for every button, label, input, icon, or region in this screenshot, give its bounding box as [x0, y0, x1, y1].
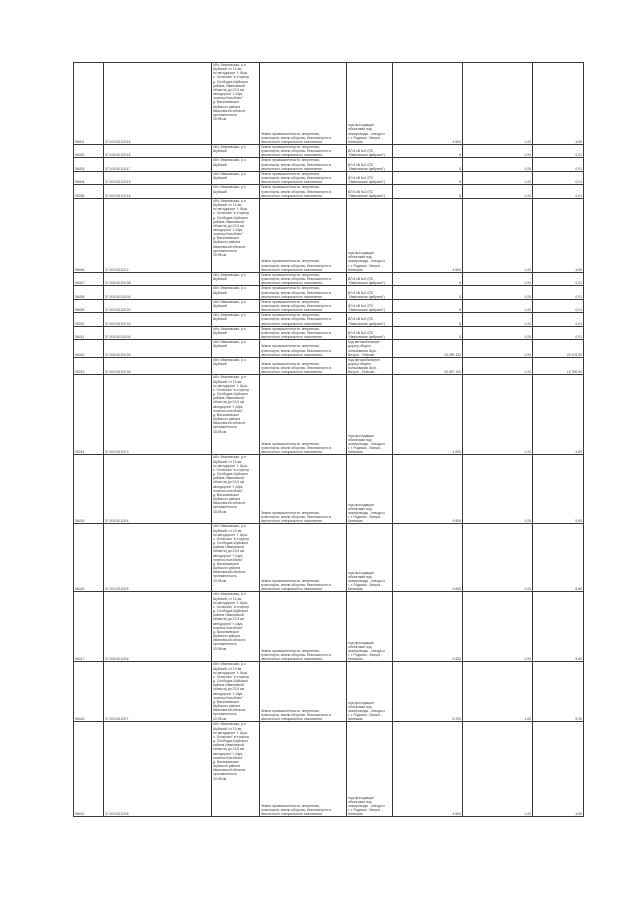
row-number-cell: 96408 [74, 286, 104, 299]
value-cell: 5,60 [533, 592, 584, 662]
area-cell: 5 [393, 185, 463, 198]
coefficient-cell: 1,00 [463, 185, 533, 198]
land-category-cell: Земли промышленности, энергетики, транспорта, земли обороны, безопасности и земли иного специального назначения [260, 299, 347, 312]
land-category-cell: Земли промышленности, энергетики, транспорта, земли обороны, безопасности и земли иного специального назначения [260, 524, 347, 592]
coefficient-cell: 1,00 [463, 158, 533, 171]
address-cell: обл. Ивановская, р-н Шуйский [212, 272, 260, 285]
area-cell: 15 497 100 [393, 357, 463, 375]
land-category-cell: Земли промышленности, энергетики, транспорта, земли обороны, безопасности и земли иного специального назначения [260, 375, 347, 455]
area-cell: 4 600 [393, 198, 463, 272]
table-row [74, 375, 584, 455]
value-cell: 4,60 [533, 198, 584, 272]
coefficient-cell: 1,00 [463, 286, 533, 299]
area-cell: 5 [393, 299, 463, 312]
land-category-cell: Земли промышленности, энергетики, транспорта, земли обороны, безопасности и земли иного специального назначения [260, 171, 347, 184]
value-cell: 6,60 [533, 524, 584, 592]
permitted-use-cell: ВЛ 6 кВ №2 (ПС "Ивановские фабрики") [347, 286, 393, 299]
value-cell: 4,60 [533, 722, 584, 817]
coefficient-cell: 1,00 [463, 272, 533, 285]
land-category-cell: Земли промышленности, энергетики, транспорта, земли обороны, безопасности и земли иного специального назначения [260, 158, 347, 171]
table-row [74, 313, 584, 326]
coefficient-cell: 1,00 [463, 722, 533, 817]
address-cell: обл. Ивановская, р-н Шуйский [212, 326, 260, 339]
permitted-use-cell: ВЛ 6 кВ №2 (ПС "Ивановские фабрики") [347, 145, 393, 158]
land-category-cell: Земли промышленности, энергетики, транспорта, земли обороны, безопасности и земли иного специального назначения [260, 326, 347, 339]
land-category-cell: Земли промышленности, энергетики, транспорта, земли обороны, безопасности и земли иного специального назначения [260, 340, 347, 358]
address-cell: обл. Ивановская, р-н Шуйский, от 10 км по автодороге "г. Шуя- с. Остапово" в сторону д. Слободка Шуйского района Ивановской области) до 23,5 км автодороги "г. Шуя- поселок Колобово" д. Васильевское Шуйского района Ивановской области, протяженность 33,98 км [212, 662, 260, 722]
row-number-cell: 96409 [74, 299, 104, 312]
row-number-cell: 96410 [74, 313, 104, 326]
cadastral-number-cell: 37:20:010120:4 [104, 455, 212, 524]
coefficient-cell: 1,00 [463, 198, 533, 272]
address-cell: обл. Ивановская, р-н Шуйский, от 10 км по автодороге "г. Шуя- с. Остапово" в сторону д. Слободка Шуйского района Ивановской области) до 23,5 км автодороги "г. Шуя- поселок Колобово" д. Васильевское Шуйского района Ивановской области, протяженность 33,98 км [212, 592, 260, 662]
land-register-table [73, 62, 584, 817]
table-row [74, 63, 584, 145]
cadastral-number-cell: 37:20:010120:8 [104, 722, 212, 817]
table-row [74, 592, 584, 662]
area-cell: 5 600 [393, 592, 463, 662]
address-cell: обл. Ивановская, р-н Шуйский [212, 171, 260, 184]
table-row [74, 722, 584, 817]
permitted-use-cell: ВЛ 6 кВ №2 (ПС "Ивановские фабрики") [347, 313, 393, 326]
value-cell: 15 780,00 [533, 357, 584, 375]
land-category-cell: Земли промышленности, энергетики, транспорта, земли обороны, безопасности и земли иного специального назначения [260, 722, 347, 817]
land-category-cell: Земли промышленности, энергетики, транспорта, земли обороны, безопасности и земли иного специального назначения [260, 662, 347, 722]
address-cell: обл. Ивановская, р-н Шуйский, от 10 км по автодороге "г. Шуя- с. Остапово" в сторону д. Слободка Шуйского района Ивановской области) до 23,5 км автодороги "г. Шуя- поселок Колобово" д. Васильевское Шуйского района Ивановской области, протяженность 33,98 км [212, 198, 260, 272]
coefficient-cell: 1,00 [463, 455, 533, 524]
permitted-use-cell: ВЛ 6 кВ №2 (ПС "Ивановские фабрики") [347, 158, 393, 171]
cadastral-number-cell: 37:10:010120:16 [104, 63, 212, 145]
cadastral-number-cell: 37:20:010120:5 [104, 524, 212, 592]
land-category-cell: Земли промышленности, энергетики, транспорта, земли обороны, безопасности и земли иного специального назначения [260, 145, 347, 158]
cadastral-number-cell: 37:20:010120:35 [104, 340, 212, 358]
land-category-cell: Земли промышленности, энергетики, транспорта, земли обороны, безопасности и земли иного специального назначения [260, 357, 347, 375]
value-cell: 0,01 [533, 171, 584, 184]
cadastral-number-cell: 37:20:010120:2 [104, 198, 212, 272]
permitted-use-cell: под проходящие объектами под газопроводы - отводы к г. г. Родники - Вичуга - Кинешма [347, 63, 393, 145]
row-number-cell: 96411 [74, 326, 104, 339]
address-cell: обл. Ивановская, р-н Шуйский [212, 340, 260, 358]
value-cell: 0,01 [533, 299, 584, 312]
row-number-cell: 96417 [74, 592, 104, 662]
value-cell: 0,01 [533, 286, 584, 299]
area-cell: 5 200 [393, 662, 463, 722]
cadastral-number-cell: 37:20:010120:33 [104, 313, 212, 326]
coefficient-cell: 1,00 [463, 592, 533, 662]
cadastral-number-cell: 37:20:010120:32 [104, 299, 212, 312]
cadastral-number-cell: 37:10:010120:18 [104, 145, 212, 158]
permitted-use-cell: ВЛ 6 кВ №2 (ПС "Ивановские фабрики") [347, 171, 393, 184]
area-cell: 5 [393, 313, 463, 326]
table-row [74, 340, 584, 358]
row-number-cell: 96415 [74, 455, 104, 524]
coefficient-cell: 1,00 [463, 340, 533, 358]
land-category-cell: Земли промышленности, энергетики, транспорта, земли обороны, безопасности и земли иного специального назначения [260, 286, 347, 299]
row-number-cell: 96406 [74, 198, 104, 272]
permitted-use-cell: под проходящие объектами под газопроводы - отводы к г. г. Родники - Вичуга - Кинешма [347, 455, 393, 524]
table-row [74, 524, 584, 592]
area-cell: 15 499 100 [393, 340, 463, 358]
cadastral-number-cell: 37:20:010120:15 [104, 171, 212, 184]
value-cell: 0,01 [533, 272, 584, 285]
permitted-use-cell: ВЛ 6 кВ №2 (ПС "Ивановские фабрики") [347, 326, 393, 339]
coefficient-cell: 1,00 [463, 63, 533, 145]
row-number-cell: 96418 [74, 662, 104, 722]
table-row [74, 357, 584, 375]
value-cell: 4,60 [533, 63, 584, 145]
table-row [74, 299, 584, 312]
permitted-use-cell: ВЛ 6 кВ №2 (ПС "Ивановские фабрики") [347, 185, 393, 198]
address-cell: обл. Ивановская, р-н Шуйский [212, 145, 260, 158]
table-row [74, 326, 584, 339]
table-row [74, 286, 584, 299]
row-number-cell: 96416 [74, 524, 104, 592]
row-number-cell: 96413 [74, 357, 104, 375]
land-category-cell: Земли промышленности, энергетики, транспорта, земли обороны, безопасности и земли иного специального назначения [260, 455, 347, 524]
coefficient-cell: 1,00 [463, 357, 533, 375]
value-cell: 0,01 [533, 185, 584, 198]
coefficient-cell: 1,00 [463, 524, 533, 592]
area-cell: 5 [393, 171, 463, 184]
cadastral-number-cell: 37:20:010120:7 [104, 662, 212, 722]
permitted-use-cell: под автомобильную дорогу общего пользования Шуя - Вичуга - Тейково [347, 340, 393, 358]
area-cell: 5 [393, 286, 463, 299]
value-cell: 4,60 [533, 375, 584, 455]
permitted-use-cell: под проходящие объектами под газопроводы - отводы к г. г. Родники - Вичуга - Кинешма [347, 198, 393, 272]
permitted-use-cell: под автомобильную дорогу общего пользования Шуя - Вичуга - Тейково [347, 357, 393, 375]
address-cell: обл. Ивановская, р-н Шуйский, от 10 км по автодороге "г. Шуя- с. Остапово" в сторону д. Слободка Шуйского района Ивановской области) до 23,5 км автодороги "г. Шуя- поселок Колобово" д. Васильевское Шуйского района Ивановской области, протяженность 33,98 км [212, 455, 260, 524]
table-row [74, 185, 584, 198]
land-category-cell: Земли промышленности, энергетики, транспорта, земли обороны, безопасности и земли иного специального назначения [260, 185, 347, 198]
value-cell: 0,01 [533, 145, 584, 158]
land-category-cell: Земли промышленности, энергетики, транспорта, земли обороны, безопасности и земли иного специального назначения [260, 313, 347, 326]
permitted-use-cell: под проходящие объектами под газопроводы - отводы к г. г. Родники - Вичуга - Кинешма [347, 375, 393, 455]
table-body [74, 63, 584, 817]
cadastral-number-cell: 37:20:010120:6 [104, 592, 212, 662]
address-cell: обл. Ивановская, р-н Шуйский, от 10 км по автодороге "г. Шуя- с. Остапово" в сторону д. Слободка Шуйского района Ивановской области) до 23,5 км автодороги "г. Шуя- поселок Колобово" д. Васильевское Шуйского района Ивановской области, протяженность 33,98 км [212, 722, 260, 817]
value-cell: 5,60 [533, 455, 584, 524]
table-row [74, 272, 584, 285]
area-cell: 5 [393, 272, 463, 285]
address-cell: обл. Ивановская, р-н Шуйский [212, 299, 260, 312]
address-cell: обл. Ивановская, р-н Шуйский, от 10 км по автодороге "г. Шуя- с. Остапово" в сторону д. Слободка Шуйского района Ивановской области) до 23,5 км автодороги "г. Шуя- поселок Колобово" д. Васильевское Шуйского района Ивановской области, протяженность 33,98 км [212, 524, 260, 592]
row-number-cell: 96412 [74, 340, 104, 358]
cadastral-number-cell: 37:20:010120:34 [104, 326, 212, 339]
table-row [74, 455, 584, 524]
area-cell: 4 600 [393, 722, 463, 817]
row-number-cell: 96414 [74, 375, 104, 455]
value-cell: 0,01 [533, 326, 584, 339]
cadastral-number-cell: 37:10:010120:17 [104, 158, 212, 171]
table-row [74, 158, 584, 171]
address-cell: обл. Ивановская, р-н Шуйский [212, 158, 260, 171]
address-cell: обл. Ивановская, р-н Шуйский, от 10 км по автодороге "г. Шуя- с. Остапово" в сторону д. Слободка Шуйского района, Ивановской области) до 23,5 км автодороги "г. Шуя- поселок Колобово" д. Васильевское Шуйского района Ивановской области, протяженность 33,98 км [212, 63, 260, 145]
area-cell: 5 [393, 326, 463, 339]
area-cell: 4 600 [393, 375, 463, 455]
cadastral-number-cell: 37:20:010120:36 [104, 357, 212, 375]
land-category-cell: Земли промышленности, энергетики, транспорта, земли обороны, безопасности и земли иного специального назначения [260, 198, 347, 272]
cadastral-number-cell: 37:20:010120:38 [104, 272, 212, 285]
address-cell: обл. Ивановская, р-н Шуйский [212, 357, 260, 375]
permitted-use-cell: под проходящие объектами под газопроводы - отводы к г. г. Родники - Вичуга - Кинешма [347, 592, 393, 662]
land-category-cell: Земли промышленности, энергетики, транспорта, земли обороны, безопасности и земли иного специального назначения [260, 63, 347, 145]
coefficient-cell: 1,00 [463, 313, 533, 326]
address-cell: обл. Ивановская, р-н Шуйский [212, 313, 260, 326]
row-number-cell: 96401 [74, 63, 104, 145]
row-number-cell: 96402 [74, 145, 104, 158]
coefficient-cell: 1,00 [463, 375, 533, 455]
table-row [74, 198, 584, 272]
value-cell: 5,20 [533, 662, 584, 722]
land-category-cell: Земли промышленности, энергетики, транспорта, земли обороны, безопасности и земли иного специального назначения [260, 592, 347, 662]
address-cell: обл. Ивановская, р-н Шуйский [212, 286, 260, 299]
value-cell: 22 476,00 [533, 340, 584, 358]
permitted-use-cell: под проходящие объектами под газопроводы - отводы к г. г. Родники - Вичуга - Кинешма [347, 722, 393, 817]
land-category-cell: Земли промышленности, энергетики, транспорта, земли обороны, безопасности и земли иного специального назначения [260, 272, 347, 285]
permitted-use-cell: ВЛ 6 кВ №2 (ПС "Ивановские фабрики") [347, 299, 393, 312]
area-cell: 5 600 [393, 455, 463, 524]
value-cell: 0,01 [533, 313, 584, 326]
row-number-cell: 96403 [74, 158, 104, 171]
cadastral-number-cell: 37:20:010120:16 [104, 185, 212, 198]
coefficient-cell: 1,00 [463, 662, 533, 722]
address-cell: обл. Ивановская, р-н Шуйский [212, 185, 260, 198]
coefficient-cell: 1,00 [463, 145, 533, 158]
permitted-use-cell: ВЛ 6 кВ №2 (ПС "Ивановские фабрики") [347, 272, 393, 285]
area-cell: 5 [393, 158, 463, 171]
coefficient-cell: 1,00 [463, 299, 533, 312]
table-row [74, 662, 584, 722]
cadastral-number-cell: 37:20:010120:3 [104, 375, 212, 455]
coefficient-cell: 1,00 [463, 171, 533, 184]
row-number-cell: 96404 [74, 171, 104, 184]
cadastral-number-cell: 37:20:010120:34 [104, 286, 212, 299]
coefficient-cell: 1,00 [463, 326, 533, 339]
area-cell: 6 600 [393, 524, 463, 592]
row-number-cell: 96405 [74, 185, 104, 198]
table-row [74, 171, 584, 184]
row-number-cell: 96419 [74, 722, 104, 817]
permitted-use-cell: под проходящие объектами под газопроводы - отводы к г. г. Родники - Вичуга - Кинешма [347, 662, 393, 722]
row-number-cell: 96407 [74, 272, 104, 285]
area-cell: 4 600 [393, 63, 463, 145]
area-cell: 5 [393, 145, 463, 158]
permitted-use-cell: под проходящие объектами под газопроводы - отводы к г. г. Родники - Вичуга - Кинешма [347, 524, 393, 592]
value-cell: 0,01 [533, 158, 584, 171]
table-row [74, 145, 584, 158]
address-cell: обл. Ивановская, р-н Шуйский, от 10 км по автодороге "г. Шуя- с. Остапово" в сторону д. Слободка Шуйского района Ивановской области) до 23,5 км автодороги "г. Шуя- поселок Колобово" д. Васильевское Шуйского района Ивановской области, протяженность 33,98 км [212, 375, 260, 455]
